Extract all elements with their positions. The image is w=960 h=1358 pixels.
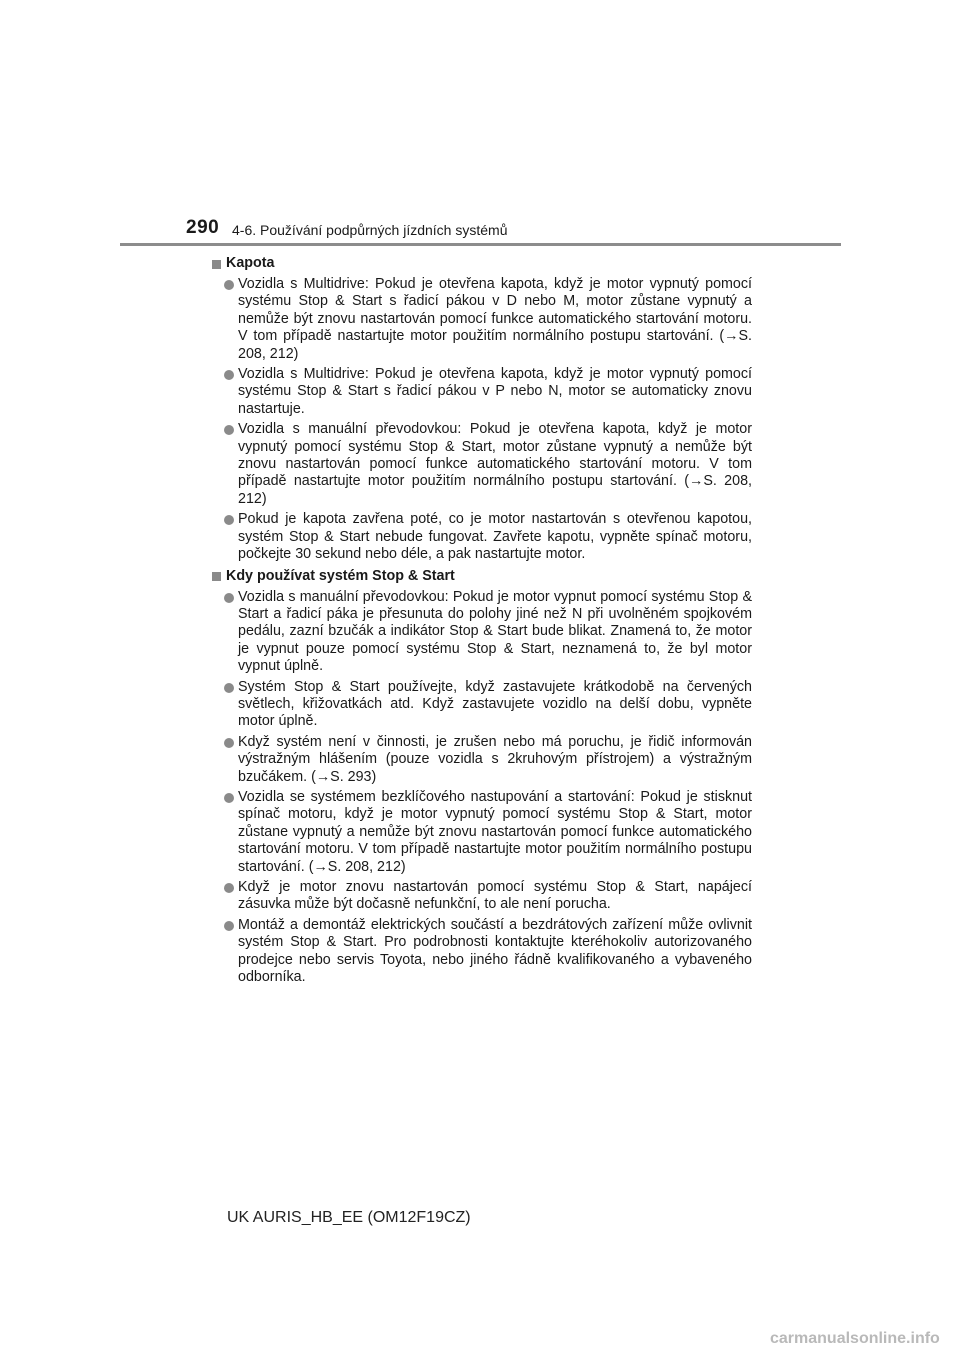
chapter-title: 4-6. Používání podpůrných jízdních systémů: [232, 222, 508, 238]
page-header: [0, 0, 960, 250]
section-title: Kdy používat systém Stop & Start: [226, 567, 455, 584]
circle-bullet-icon: [224, 593, 234, 603]
square-bullet-icon: [212, 572, 221, 581]
list-item: Vozidla s manuální převodovkou: Pokud je otevřena kapota, když je motor vypnutý pomocí systému Stop & Start, motor zůstane vypnutý a nemůže být znovu nastartován pomocí funkce automatického startování motoru. V tom případě nastartujte motor použitím normálního postupu startování. (→S. 208, 212): [212, 421, 752, 508]
circle-bullet-icon: [224, 793, 234, 803]
list-item: Pokud je kapota zavřena poté, co je motor nastartován s otevřenou kapotou, systém Stop & Start nebude fungovat. Zavřete kapotu, vypněte spínač motoru, počkejte 30 sekund nebo déle, a pak nastartujte motor.: [212, 511, 752, 563]
circle-bullet-icon: [224, 425, 234, 435]
section-heading: [212, 567, 752, 587]
page-number: 290: [186, 217, 220, 238]
circle-bullet-icon: [224, 683, 234, 693]
circle-bullet-icon: [224, 921, 234, 931]
circle-bullet-icon: [224, 370, 234, 380]
circle-bullet-icon: [224, 738, 234, 748]
circle-bullet-icon: [224, 883, 234, 893]
section-kapota: [212, 254, 752, 564]
list-item: Vozidla se systémem bezklíčového nastupování a startování: Pokud je stisknut spínač motoru, když je motor vypnutý pomocí systému Stop & Start, motor zůstane vypnutý a nemůže být znovu nastartován pomocí funkce automatického startování motoru. V tom případě nastartujte motor použitím normálního postupu startování. (→S. 208, 212): [212, 789, 752, 876]
list-item: Montáž a demontáž elektrických součástí a bezdrátových zařízení může ovlivnit systém Stop & Start. Pro podrobnosti kontaktujte kteréhokoliv autorizovaného prodejce nebo servis Toyota, nebo jiného řádně kvalifikovaného a vybaveného odborníka.: [212, 917, 752, 987]
list-item: Když systém není v činnosti, je zrušen nebo má poruchu, je řidič informován výstražným hlášením (pouze vozidla s 2kruhovým přístrojem) a výstražným bzučákem. (→S. 293): [212, 734, 752, 786]
page-content: [212, 254, 752, 989]
square-bullet-icon: [212, 260, 221, 269]
watermark: carmanualsonline.info: [770, 1330, 940, 1347]
footer-model-code: UK AURIS_HB_EE (OM12F19CZ): [227, 1209, 471, 1226]
header-divider: [120, 243, 841, 246]
list-item: Když je motor znovu nastartován pomocí systému Stop & Start, napájecí zásuvka může být dočasně nefunkční, to ale není porucha.: [212, 879, 752, 914]
list-item: Vozidla s Multidrive: Pokud je otevřena kapota, když je motor vypnutý pomocí systému Stop & Start s řadicí pákou v D nebo M, motor zůstane vypnutý a nemůže být znovu nastartován pomocí funkce automatického startování motoru. V tom případě nastartujte motor použitím normálního postupu startování. (→S. 208, 212): [212, 276, 752, 363]
circle-bullet-icon: [224, 280, 234, 290]
list-item: Systém Stop & Start používejte, když zastavujete krátkodobě na červených světlech, křižovatkách atd. Když zastavujete vozidlo na delší dobu, vypněte motor úplně.: [212, 679, 752, 731]
list-item: Vozidla s manuální převodovkou: Pokud je motor vypnut pomocí systému Stop & Start a řadicí páka je přesunuta do polohy jiné než N při uvolněném spojkovém pedálu, zazní bzučák a indikátor Stop & Start bude blikat. Znamená to, že motor je vypnut pouze pomocí systému Stop & Start, neznamená to, že byl motor vypnut úplně.: [212, 589, 752, 676]
section-stop-start: [212, 567, 752, 987]
section-title: Kapota: [226, 255, 275, 272]
list-item: Vozidla s Multidrive: Pokud je otevřena kapota, když je motor vypnutý pomocí systému Stop & Start s řadicí pákou v P nebo N, motor se automaticky znovu nastartuje.: [212, 366, 752, 418]
section-heading: [212, 254, 752, 274]
circle-bullet-icon: [224, 515, 234, 525]
